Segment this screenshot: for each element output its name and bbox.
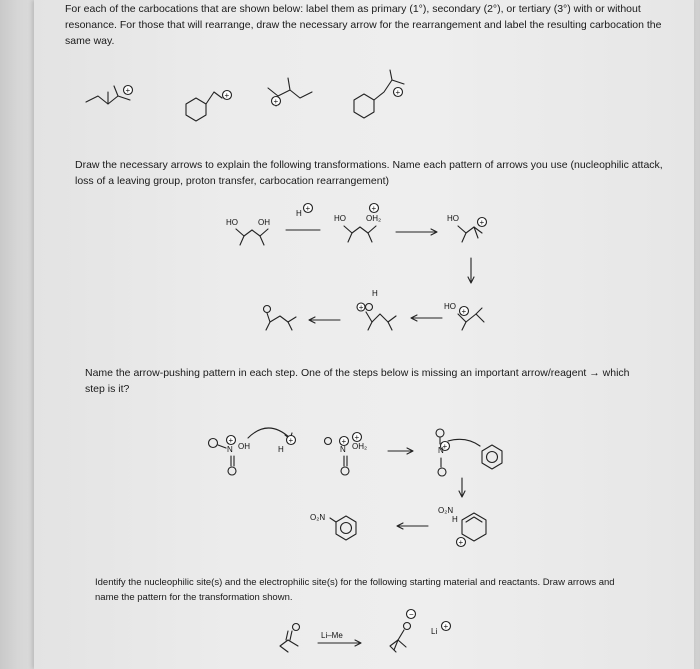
svg-text:OH₂: OH₂ (352, 442, 368, 451)
svg-text:+: + (224, 91, 230, 100)
svg-text:H: H (296, 209, 302, 218)
reaction-arrow-4 (388, 448, 413, 454)
question-3-text: Name the arrow-pushing pattern in each step. One of the steps below is missing an important arrow/reagent → which step is it? (85, 367, 630, 395)
svg-text:+: + (341, 437, 347, 446)
ketone-product (264, 306, 297, 331)
svg-text:+: + (125, 86, 131, 95)
svg-text:+: + (358, 303, 364, 312)
reaction-arrow-down (468, 258, 474, 283)
reagent-label: Li–Me (321, 631, 343, 640)
nitric-acid (209, 436, 251, 476)
svg-text:H: H (278, 445, 284, 454)
svg-text:O₂N: O₂N (438, 506, 454, 515)
protonated-nitric-acid (325, 433, 368, 476)
svg-text:H: H (452, 515, 458, 524)
svg-text:OH: OH (258, 218, 270, 227)
lithium-cation (431, 622, 451, 637)
svg-text:OH: OH (238, 442, 250, 451)
reaction-arrow-1 (396, 229, 437, 235)
svg-text:N: N (340, 445, 346, 454)
reaction-arrow-6 (318, 640, 361, 646)
svg-text:+: + (371, 204, 377, 213)
svg-text:+: + (273, 97, 279, 106)
carbocation-4 (354, 70, 404, 118)
svg-text:+: + (461, 307, 467, 316)
ketone-starting-material (280, 624, 300, 653)
question-4-text: Identify the nucleophilic site(s) and the electrophilic site(s) for the following starting material and reactants. Draw arrows and name the pattern for the transformation shown. (95, 577, 615, 603)
svg-text:+: + (288, 436, 294, 445)
svg-text:H: H (372, 289, 378, 298)
question-2-text: Draw the necessary arrows to explain the following transformations. Name each pattern of arrows you use (nucleophilic attack, loss of a leaving group, proton transfer, carbocation rearrangement) (75, 159, 663, 187)
svg-text:HO: HO (444, 302, 456, 311)
proton-reagent (286, 204, 320, 231)
protonated-diol (334, 204, 381, 243)
svg-text:−: − (409, 610, 414, 619)
carbocation-2 (186, 91, 232, 122)
carbocation-intermediate-1 (447, 214, 487, 242)
svg-text:OH₂: OH₂ (366, 214, 382, 223)
svg-text:+: + (443, 622, 449, 631)
reaction-arrow-5 (397, 523, 428, 529)
reaction-arrow-3 (309, 317, 340, 323)
carbocation-1 (86, 86, 133, 105)
svg-text:+: + (395, 88, 401, 97)
carbocation-intermediate-2 (444, 302, 484, 330)
svg-text:N: N (227, 445, 233, 454)
svg-text:HO: HO (447, 214, 459, 223)
svg-text:O₂N: O₂N (310, 513, 326, 522)
nitrobenzene-product (310, 513, 356, 540)
reaction-arrow-2 (411, 315, 442, 321)
svg-text:+: + (228, 436, 234, 445)
svg-text:HO: HO (226, 218, 238, 227)
svg-text:+: + (305, 204, 311, 213)
svg-text:+: + (458, 538, 464, 547)
svg-text:+: + (442, 442, 448, 451)
protonated-ketone (357, 289, 396, 330)
svg-text:Li: Li (431, 627, 438, 636)
carbocation-3 (268, 78, 312, 106)
nitronium-ion (436, 429, 480, 476)
svg-text:N: N (438, 446, 444, 455)
svg-text:+: + (479, 218, 485, 227)
proton-source (278, 436, 296, 455)
sigma-complex (438, 506, 486, 547)
svg-text:HO: HO (334, 214, 346, 223)
question-1-text: For each of the carbocations that are shown below: label them as primary (1°), secondary (2°), or tertiary (3°) with or without resonance. For those that will rearrange, draw the necessary arrow for the rearrangement and label the resulting carbocation the same way. (65, 3, 662, 47)
svg-text:+: + (354, 433, 360, 442)
alkoxide-product (390, 610, 416, 653)
benzene-ring (482, 445, 502, 469)
curved-arrow (248, 428, 292, 439)
reaction-arrow-down-2 (459, 478, 465, 497)
diol-starting-material (226, 218, 270, 245)
